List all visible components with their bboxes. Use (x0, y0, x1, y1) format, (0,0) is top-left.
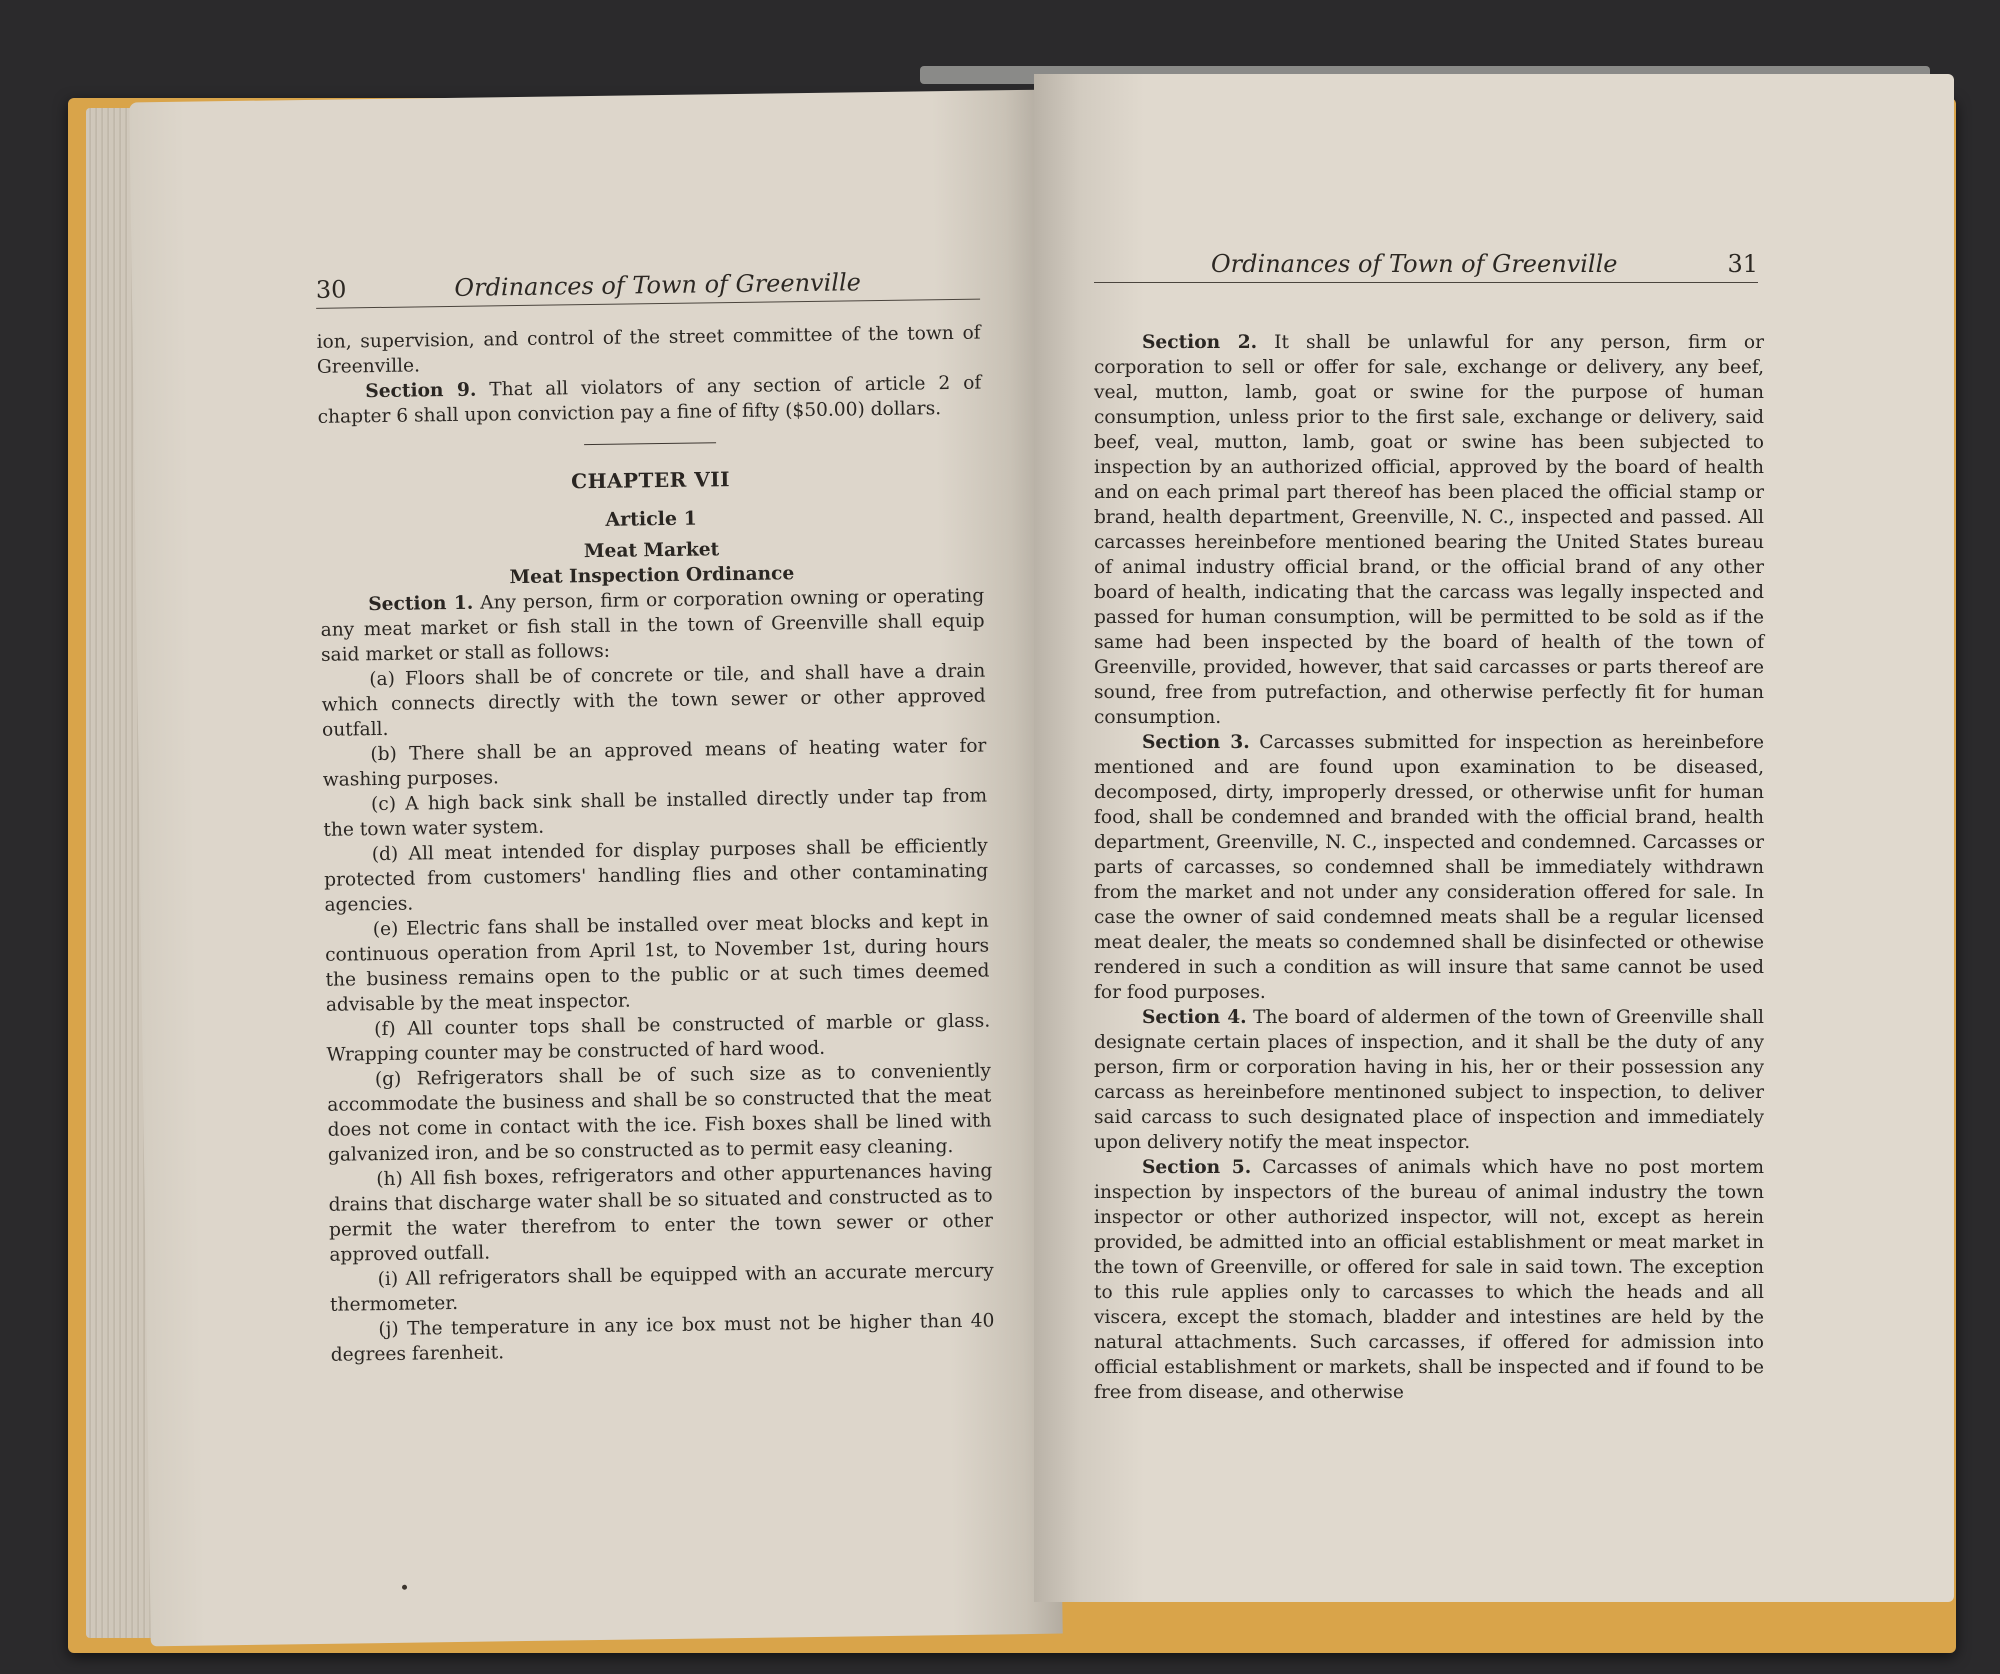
divider (584, 442, 716, 445)
section-9 (317, 371, 982, 430)
continuation-paragraph: ion, supervision, and control of the street committee of the town of Greenville. (316, 322, 981, 378)
item-a: (a) Floors shall be of concrete or tile, and shall have a drain which connects directly with the town sewer or other approved outfall. (321, 660, 986, 741)
running-title: Ordinances of Town of Greenville (1211, 250, 1618, 278)
item-b: (b) There shall be an approved means of heating water for washing purposes. (322, 735, 987, 791)
section-label: Section 1. (368, 592, 474, 616)
section-2 (1094, 330, 1764, 730)
right-page (1034, 74, 1954, 1602)
page-number: 30 (315, 275, 347, 304)
article-heading: Article 1 (605, 507, 698, 531)
section-3 (1094, 730, 1764, 1005)
subheading-ordinance: Meat Inspection Ordinance (509, 563, 795, 589)
right-page-header (1094, 250, 1758, 283)
ink-speck (402, 1585, 407, 1590)
item-f: (f) All counter tops shall be constructed of marble or glass. Wrapping counter may be constructed of hard wood. (326, 1010, 991, 1066)
item-i: (i) All refrigerators shall be equipped with an accurate mercury thermometer. (329, 1260, 994, 1316)
item-j: (j) The temperature in any ice box must not be higher than 40 degrees farenheit. (330, 1310, 995, 1366)
section-label: Section 4. (1142, 1007, 1247, 1028)
item-d: (d) All meat intended for display purposes shall be efficiently protected from customers' handling flies and other contaminating agencies. (323, 835, 989, 916)
item-g: (g) Refrigerators shall be of such size as to conveniently accommodate the business and shall be so constructed that the meat does not come in contact with the ice. Fish boxes shall be lined with galvanized iron, and be so constructed as to permit easy cleaning. (327, 1060, 992, 1166)
item-h: (h) All fish boxes, refrigerators and other appurtenances having drains that discharge water shall be so situated and constructed as to permit the water therefrom to enter the town sewer or other approved outfall. (328, 1160, 994, 1266)
chapter-heading: CHAPTER VII (571, 467, 731, 494)
item-e: (e) Electric fans shall be installed over meat blocks and kept in continuous operation from April 1st, to November 1st, during hours the business remains open to the public or at such times deemed advisable by the meat inspector. (325, 910, 990, 1016)
section-5 (1094, 1155, 1764, 1405)
section-4 (1094, 1005, 1764, 1155)
section-label: Section 2. (1142, 332, 1258, 353)
left-page-header (316, 267, 980, 309)
section-1 (320, 584, 985, 668)
section-label: Section 5. (1142, 1157, 1252, 1178)
section-text: It shall be unlawful for any person, firm or corporation to sell or offer for sale, exchange or delivery, any beef, veal, mutton, lamb, goat or swine for the purpose of human consumption, unless prior to the first sale, exchange or delivery, said beef, veal, mutton, lamb, goat or swine has been subjected to inspection by an authorized official, approved by the board of health and on each primal part thereof has been placed the official stamp or brand, health department, Greenville, N. C., inspected and passed. All carcasses hereinbefore mentioned bearing the United States bureau of animal industry official brand, or the official brand of any other board of health, indicating that the carcass was legally inspected and passed for human consumption, will be permitted to be sold as if the same had been inspected by the board of health of the town of Greenville, provided, however, that said carcasses or parts thereof are sound, free from putrefaction, and otherwise perfectly fit for human consumption. (1094, 332, 1764, 728)
section-text: Carcasses submitted for inspection as hereinbefore mentioned and are found upon examination to be diseased, decomposed, dirty, improperly dressed, or otherwise unfit for human food, shall be condemned and branded with the official brand, health department, Greenville, N. C., inspected and condemned. Carcasses or parts of carcasses, so condemned shall be immediately withdrawn from the market and not under any consideration offered for sale. In case the owner of said condemned meats shall be a regular licensed meat dealer, the meats so condemned shall be disinfected or othewise rendered in such a condition as will insure that same cannot be used for food purposes. (1094, 732, 1764, 1003)
right-page-body (1094, 330, 1764, 1405)
item-c: (c) A high back sink shall be installed directly under tap from the town water system. (323, 785, 988, 841)
section-text: Any person, firm or corporation owning or operating any meat market or fish stall in the town of Greenville shall equip said market or stall as follows: (320, 585, 985, 666)
section-text: The board of aldermen of the town of Greenville shall designate certain places of inspection, and it shall be the duty of any person, firm or corporation having in his, her or their possession any carcass as hereinbefore mentinoned subject to inspection, to deliver said carcass to such designated place of inspection and immediately upon delivery notify the meat inspector. (1094, 1007, 1764, 1153)
left-page (129, 90, 1062, 1647)
section-text: That all violators of any section of article 2 of chapter 6 shall upon conviction pay a fine of fifty ($50.00) dollars. (317, 372, 982, 428)
section-label: Section 3. (1142, 732, 1250, 753)
section-label: Section 9. (365, 379, 477, 403)
left-page-body (316, 321, 994, 1368)
subheading-meat-market: Meat Market (583, 539, 720, 563)
page-number: 31 (1727, 250, 1758, 278)
running-title: Ordinances of Town of Greenville (454, 268, 862, 302)
section-text: Carcasses of animals which have no post mortem inspection by inspectors of the bureau of animal industry the town inspector or other authorized inspector, will not, except as herein provided, be admitted into an official establishment or meat market in the town of Greenville, or offered for sale in said town. The exception to this rule applies only to carcasses to which the heads and all viscera, except the stomach, bladder and intestines are held by the natural attachments. Such carcasses, if offered for admission into official establishment or markets, shall be inspected and if found to be free from disease, and otherwise (1094, 1157, 1764, 1403)
